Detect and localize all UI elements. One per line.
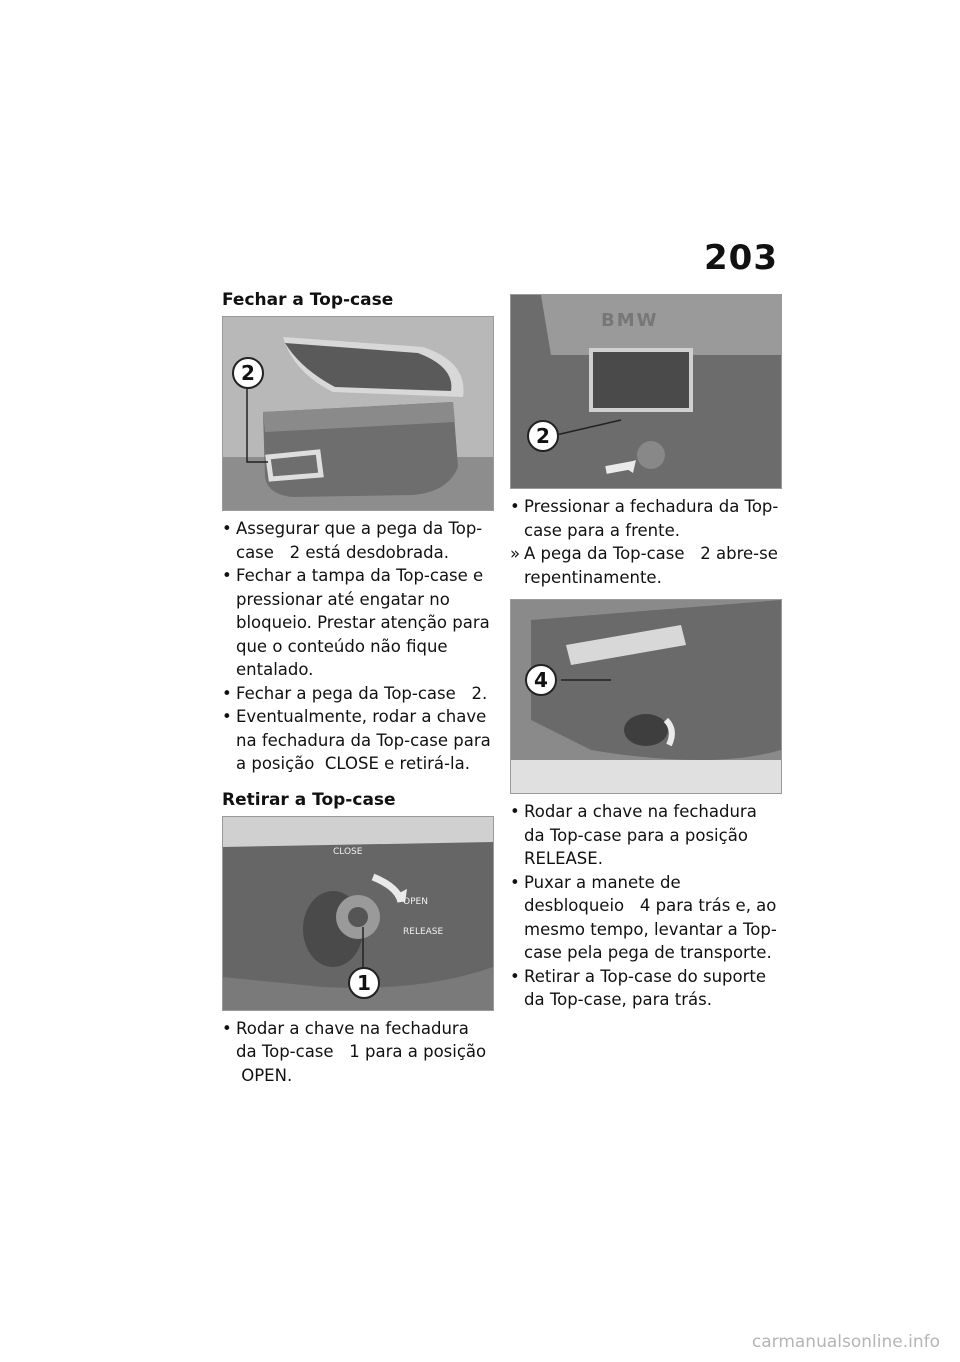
right-column xyxy=(510,294,782,1012)
callout-1-lock: 1 xyxy=(348,967,380,999)
callout-2-handle: 2 xyxy=(232,357,264,389)
brand-logo-text: BMW xyxy=(601,310,659,331)
lock-label-close: CLOSE xyxy=(333,846,363,857)
callout-2-handle: 2 xyxy=(527,420,559,452)
step-item: • Pressionar a fechadura da Top-case para a frente. xyxy=(510,495,782,542)
section-title-close-topcase: Fechar a Top-case xyxy=(222,290,394,310)
figure-press-lock xyxy=(510,294,782,489)
step-item: • Fechar a tampa da Top-case e pressionar até engatar no bloqueio. Prestar atenção para que o conteúdo não fique entalado. xyxy=(222,564,492,682)
steps-press-lock xyxy=(510,495,782,589)
lock-label-release: RELEASE xyxy=(403,926,444,937)
steps-close-topcase xyxy=(222,517,492,776)
lock-label-open: OPEN xyxy=(403,896,428,907)
steps-remove-topcase-1 xyxy=(222,1017,492,1088)
steps-release xyxy=(510,800,782,1012)
callout-4-release-lever: 4 xyxy=(525,664,557,696)
step-item: • Fechar a pega da Top-case 2. xyxy=(222,682,492,706)
figure-lock-positions xyxy=(222,816,494,1011)
topcase-open-illustration xyxy=(223,317,493,510)
step-item: • Rodar a chave na fechadura da Top-case 1 para a posição OPEN. xyxy=(222,1017,492,1088)
step-item: • Puxar a manete de desbloqueio 4 para trás e, ao mesmo tempo, levantar a Top-case pela pega de transporte. xyxy=(510,871,782,965)
step-item: • Eventualmente, rodar a chave na fechadura da Top-case para a posição CLOSE e retirá-la. xyxy=(222,705,492,776)
step-item: • Rodar a chave na fechadura da Top-case para a posição RELEASE. xyxy=(510,800,782,871)
step-item: • Retirar a Top-case do suporte da Top-case, para trás. xyxy=(510,965,782,1012)
figure-release-lever xyxy=(510,599,782,794)
result-item: » A pega da Top-case 2 abre-se repentinamente. xyxy=(510,542,782,589)
figure-topcase-open-lid xyxy=(222,316,494,511)
release-lever-illustration xyxy=(511,600,781,793)
section-title-remove-topcase: Retirar a Top-case xyxy=(222,789,396,810)
footer-watermark: carmanualsonline.info xyxy=(751,1332,940,1352)
step-item: • Assegurar que a pega da Top-case 2 está desdobrada. xyxy=(222,517,492,564)
page-number: 203 xyxy=(704,238,778,278)
left-column xyxy=(222,290,492,1087)
